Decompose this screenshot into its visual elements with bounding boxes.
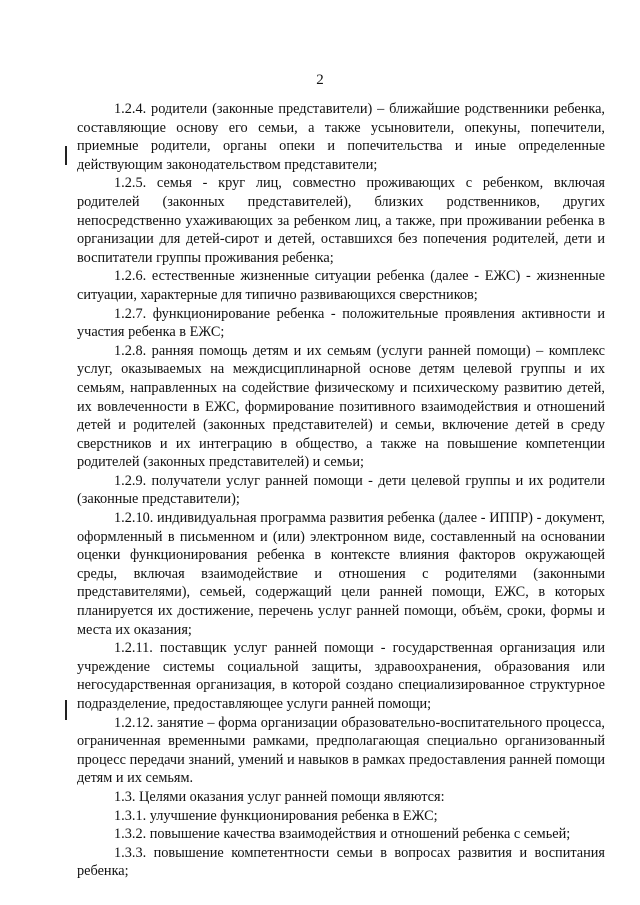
paragraph-1-3: 1.3. Целями оказания услуг ранней помощи являются: — [114, 788, 445, 805]
paragraph-1-2-8: 1.2.8. ранняя помощь детям и их семьям (услуги ранней помощи) – комплекс услуг, оказываемых на междисциплинарной основе детям целевой группы и их семьям, направленных на содействие физическому и психическому развитию детей, их вовлеченности в ЕЖС, формирование позитивного взаимодействия и отношений детей и родителей (законных представителей) и семьи, включение детей в среду сверстников и их интеграцию в общество, а также на повышение компетенции родителей (законных представителей) и семьи; — [77, 342, 605, 471]
paragraph-1-2-11: 1.2.11. поставщик услуг ранней помощи - государственная организация или учреждение системы социальной защиты, здравоохранения, образования или негосударственная организация, в которой создано специализированное структурное подразделение, предоставляющее услуги ранней помощи; — [77, 640, 605, 712]
paragraph-1-2-4: 1.2.4. родители (законные представители) – ближайшие родственники ребенка, составляющие основу его семьи, а также усыновители, опекуны, попечители, приемные родители, органы опеки и попечительства и иные определенные действующим законодательством представители; — [77, 101, 605, 173]
page-number: 2 — [316, 72, 324, 88]
paragraph-1-2-10: 1.2.10. индивидуальная программа развития ребенка (далее - ИППР) - документ, оформленный в письменном и (или) электронном виде, составленный на основании оценки функционирования ребенка в контексте влияния факторов окружающей среды, включая взаимодействие и отношения с родителями (законными представителями), семьей, содержащий цели ранней помощи, ЕЖС, в которых планируется их достижение, перечень услуг ранней помощи, объём, сроки, формы и места их оказания; — [77, 510, 605, 638]
margin-change-bar — [65, 700, 67, 720]
paragraph-1-2-6: 1.2.6. естественные жизненные ситуации ребенка (далее - ЕЖС) - жизненные ситуации, характерные для типично развивающихся сверстников; — [77, 268, 605, 303]
paragraph-1-3-1: 1.3.1. улучшение функционирования ребенка в ЕЖС; — [114, 807, 438, 824]
paragraph-1-2-7: 1.2.7. функционирование ребенка - положительные проявления активности и участия ребенка в ЕЖС; — [77, 305, 605, 341]
paragraph-1-3-2: 1.3.2. повышение качества взаимодействия и отношений ребенка с семьей; — [114, 826, 571, 843]
paragraph-1-2-9: 1.2.9. получатели услуг ранней помощи - дети целевой группы и их родители (законные представители); — [77, 472, 605, 508]
paragraph-1-2-5: 1.2.5. семья - круг лиц, совместно проживающих с ребенком, включая родителей (законных представителей), близких родственников, других непосредственно ухаживающих за ребенком лиц, а также, при проживании ребенка в организации для детей-сирот и детей, оставшихся без попечения родителей, дети и воспитатели группы проживания ребенка; — [77, 175, 605, 266]
paragraph-1-2-12: 1.2.12. занятие – форма организации образовательно-воспитательного процесса, ограниченная временными рамками, предполагающая специально организованный процесс передачи знаний, умений и навыков в рамках предоставления ранней помощи детям и их семьям. — [77, 714, 605, 787]
paragraph-1-3-3: 1.3.3. повышение компетентности семьи в вопросах развития и воспитания ребенка; — [77, 844, 605, 880]
margin-change-bar — [65, 146, 67, 165]
document-body — [77, 100, 605, 881]
